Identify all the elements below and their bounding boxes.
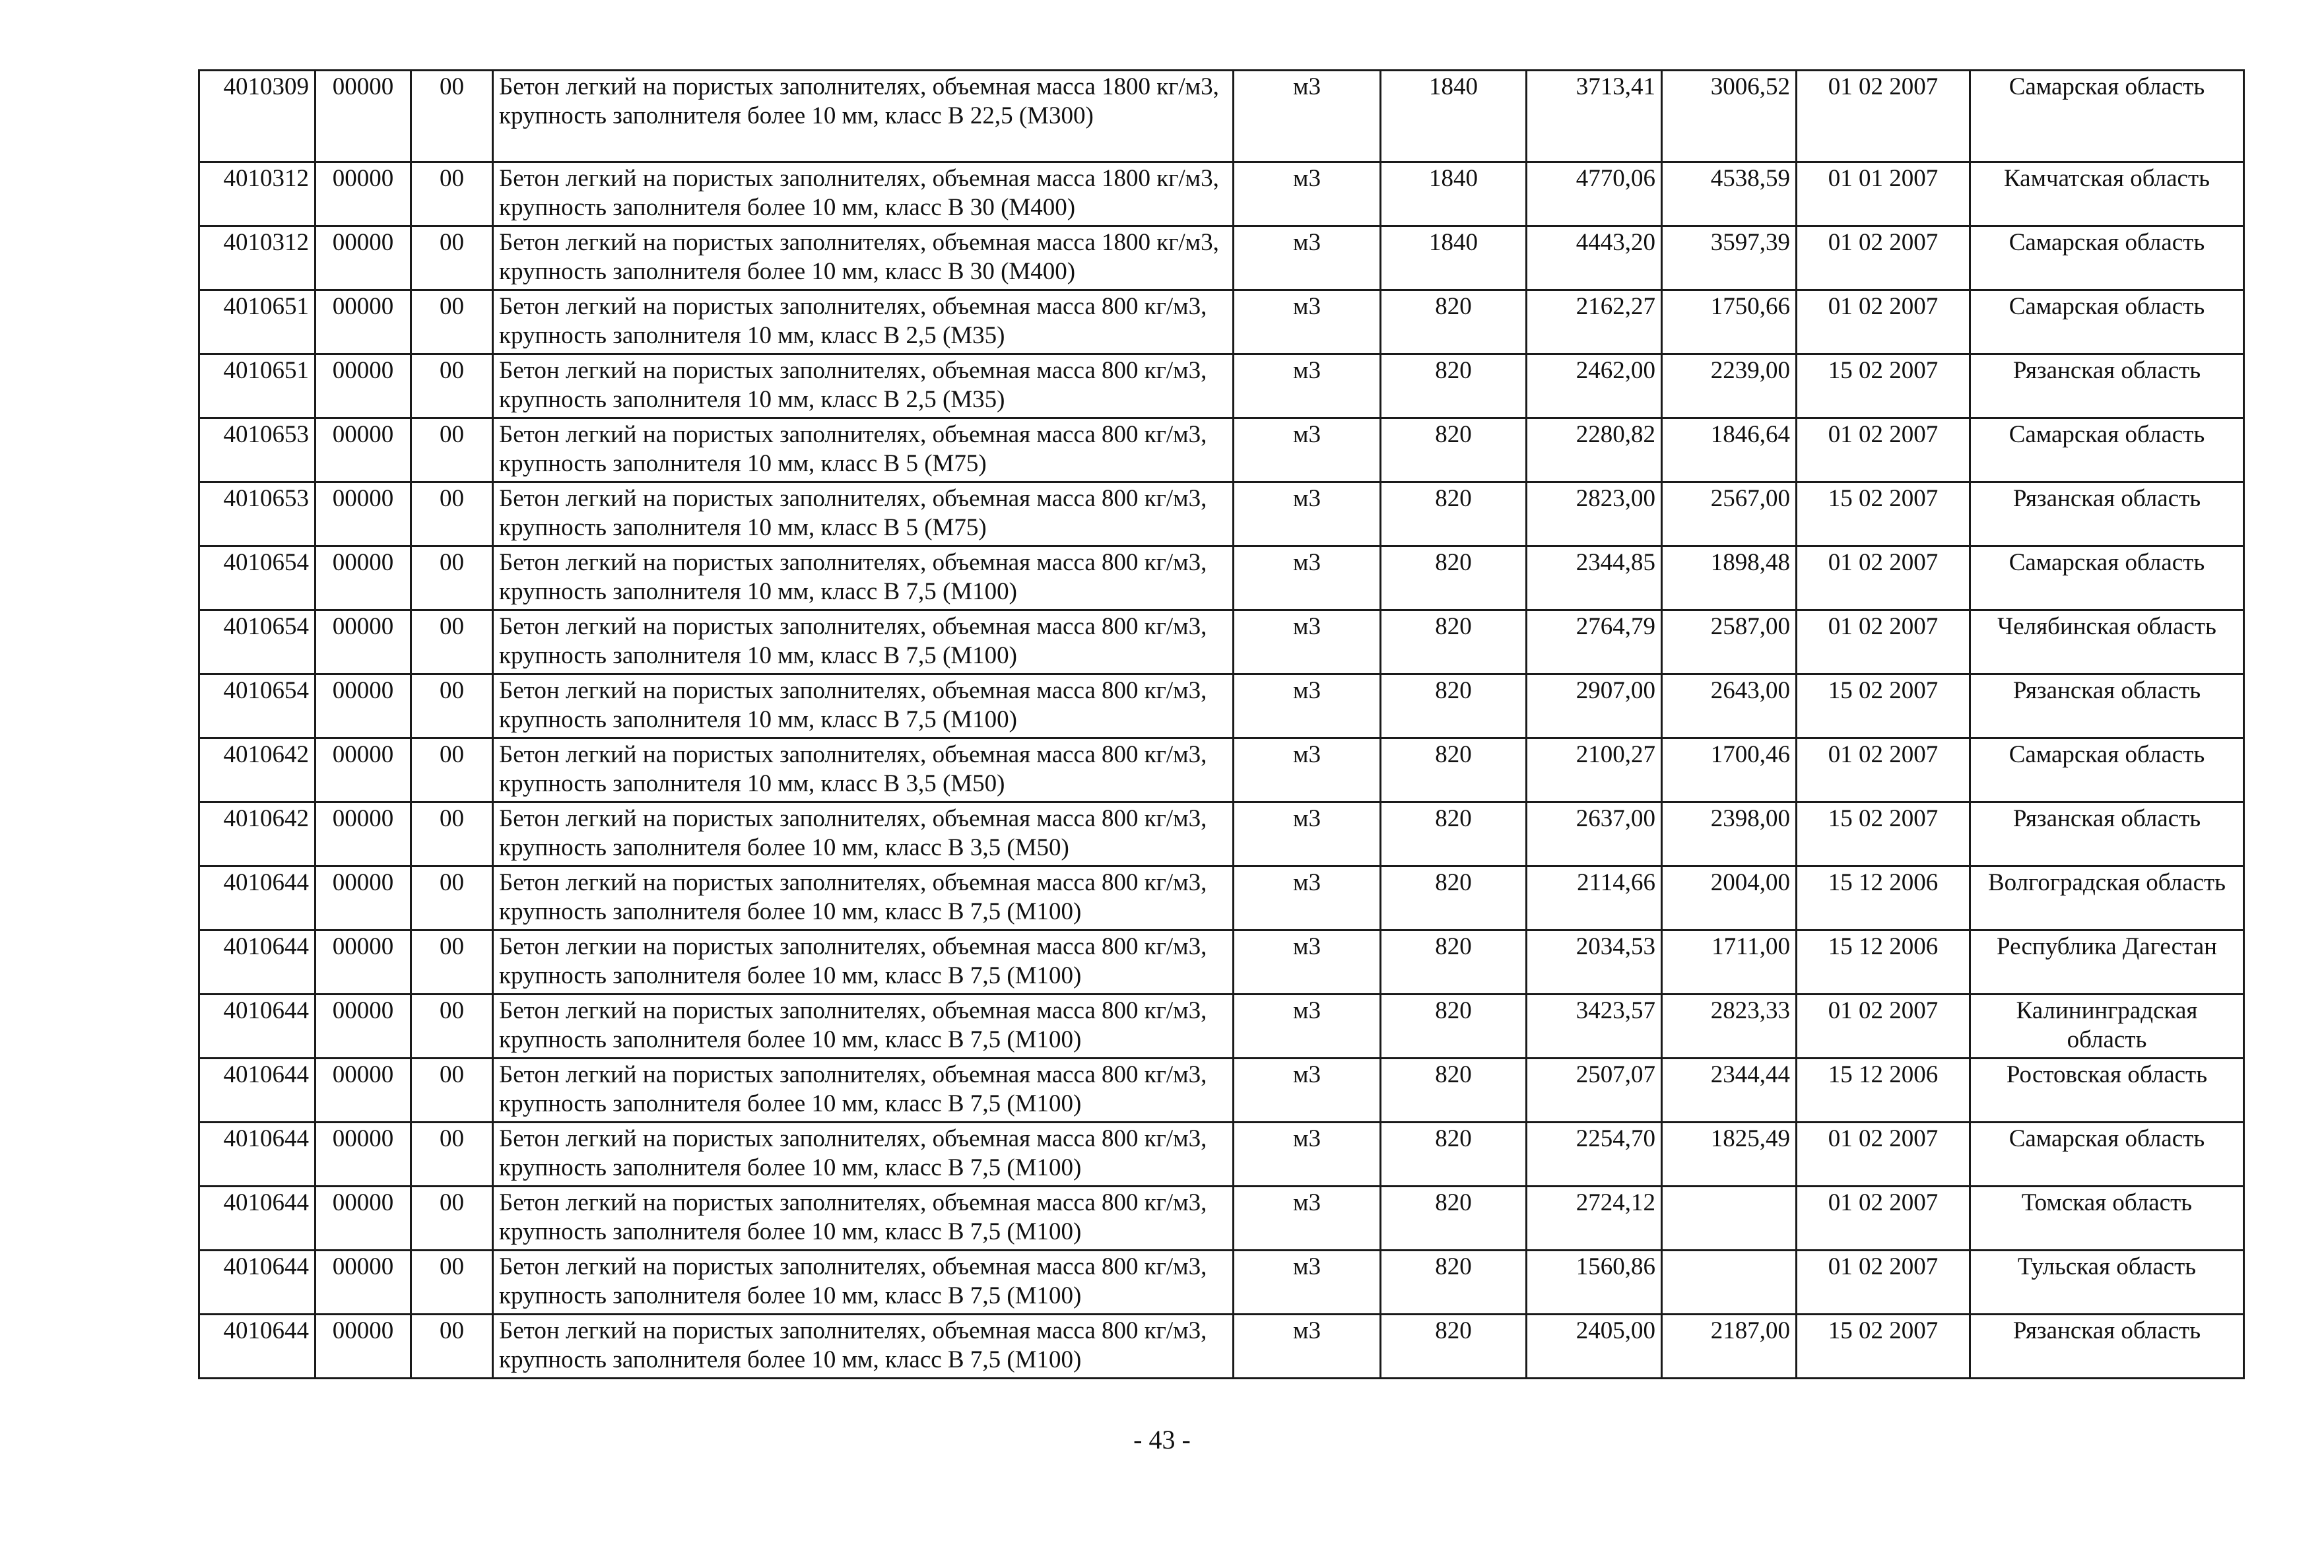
subcode-cell: 00000 [315, 418, 411, 482]
price-cell: 2034,53 [1527, 931, 1662, 995]
region-cell: Челябинская область [1970, 610, 2244, 674]
material-code-cell: 4010309 [199, 71, 315, 162]
subcode-cell: 00000 [315, 610, 411, 674]
price-alt-cell [1662, 1187, 1797, 1251]
price-cell: 2764,79 [1527, 610, 1662, 674]
unit-cell: м3 [1234, 482, 1381, 546]
subcode-cell: 00000 [315, 866, 411, 931]
subcode-cell: 00000 [315, 802, 411, 866]
price-cell: 4770,06 [1527, 162, 1662, 226]
price-alt-cell: 3597,39 [1662, 226, 1797, 290]
page-number: - 43 - [1133, 1425, 1191, 1454]
material-code-cell: 4010651 [199, 354, 315, 418]
modifier-cell: 00 [411, 226, 493, 290]
description-cell: Бетон легкий на пористых заполнителях, объемная масса 800 кг/м3, крупность заполнителя более 10 мм, класс В 7,5 (М100) [493, 1187, 1234, 1251]
subcode-cell: 00000 [315, 1123, 411, 1187]
description-cell: Бетон легкий на пористых заполнителях, объемная масса 800 кг/м3, крупность заполнителя более 10 мм, класс В 7,5 (М100) [493, 1059, 1234, 1123]
modifier-cell: 00 [411, 866, 493, 931]
table-row [199, 418, 2244, 482]
material-code-cell: 4010653 [199, 482, 315, 546]
modifier-cell: 00 [411, 1251, 493, 1315]
unit-cell: м3 [1234, 802, 1381, 866]
density-cell: 820 [1381, 931, 1527, 995]
region-cell: Волгоградская область [1970, 866, 2244, 931]
date-cell: 01 02 2007 [1797, 418, 1970, 482]
price-alt-cell: 2004,00 [1662, 866, 1797, 931]
unit-cell: м3 [1234, 931, 1381, 995]
modifier-cell: 00 [411, 1187, 493, 1251]
price-cell: 3713,41 [1527, 71, 1662, 162]
subcode-cell: 00000 [315, 482, 411, 546]
price-alt-cell: 2567,00 [1662, 482, 1797, 546]
description-cell: Бетон легкий на пористых заполнителях, объемная масса 800 кг/м3, крупность заполнителя более 10 мм, класс В 7,5 (М100) [493, 1251, 1234, 1315]
unit-cell: м3 [1234, 1251, 1381, 1315]
material-code-cell: 4010644 [199, 1123, 315, 1187]
date-cell: 15 12 2006 [1797, 1059, 1970, 1123]
density-cell: 820 [1381, 546, 1527, 610]
date-cell: 01 02 2007 [1797, 226, 1970, 290]
unit-cell: м3 [1234, 162, 1381, 226]
price-alt-cell: 1825,49 [1662, 1123, 1797, 1187]
subcode-cell: 00000 [315, 1315, 411, 1379]
material-code-cell: 4010644 [199, 866, 315, 931]
region-cell: Рязанская область [1970, 482, 2244, 546]
date-cell: 01 02 2007 [1797, 546, 1970, 610]
modifier-cell: 00 [411, 71, 493, 162]
price-table [198, 69, 2245, 1379]
date-cell: 01 02 2007 [1797, 610, 1970, 674]
region-cell: Самарская область [1970, 546, 2244, 610]
table-row [199, 71, 2244, 162]
subcode-cell: 00000 [315, 162, 411, 226]
region-cell: Калининградская область [1970, 995, 2244, 1059]
modifier-cell: 00 [411, 674, 493, 738]
material-code-cell: 4010644 [199, 995, 315, 1059]
subcode-cell: 00000 [315, 1059, 411, 1123]
unit-cell: м3 [1234, 354, 1381, 418]
description-cell: Бетон легкий на пористых заполнителях, объемная масса 800 кг/м3, крупность заполнителя 10 мм, класс В 5 (М75) [493, 482, 1234, 546]
price-alt-cell: 1846,64 [1662, 418, 1797, 482]
description-cell: Бетон легкий на пористых заполнителях, объемная масса 800 кг/м3, крупность заполнителя более 10 мм, класс В 7,5 (М100) [493, 1123, 1234, 1187]
description-cell: Бетон легкий на пористых заполнителях, объемная масса 800 кг/м3, крупность заполнителя более 10 мм, класс В 7,5 (М100) [493, 995, 1234, 1059]
subcode-cell: 00000 [315, 931, 411, 995]
price-cell: 2724,12 [1527, 1187, 1662, 1251]
table-row [199, 610, 2244, 674]
material-code-cell: 4010644 [199, 1187, 315, 1251]
subcode-cell: 00000 [315, 354, 411, 418]
price-cell: 4443,20 [1527, 226, 1662, 290]
density-cell: 820 [1381, 1251, 1527, 1315]
unit-cell: м3 [1234, 674, 1381, 738]
table-row [199, 1187, 2244, 1251]
unit-cell: м3 [1234, 1123, 1381, 1187]
description-cell: Бетон легкий на пористых заполнителях, объемная масса 800 кг/м3, крупность заполнителя 10 мм, класс В 2,5 (М35) [493, 354, 1234, 418]
modifier-cell: 00 [411, 290, 493, 354]
date-cell: 01 02 2007 [1797, 1123, 1970, 1187]
date-cell: 01 01 2007 [1797, 162, 1970, 226]
region-cell: Рязанская область [1970, 674, 2244, 738]
density-cell: 820 [1381, 482, 1527, 546]
modifier-cell: 00 [411, 418, 493, 482]
unit-cell: м3 [1234, 866, 1381, 931]
description-cell: Бетон легкий на пористых заполнителях, объемная масса 1800 кг/м3, крупность заполнителя более 10 мм, класс В 30 (М400) [493, 162, 1234, 226]
price-alt-cell: 3006,52 [1662, 71, 1797, 162]
material-code-cell: 4010642 [199, 738, 315, 802]
unit-cell: м3 [1234, 610, 1381, 674]
unit-cell: м3 [1234, 71, 1381, 162]
modifier-cell: 00 [411, 354, 493, 418]
date-cell: 01 02 2007 [1797, 71, 1970, 162]
price-cell: 2100,27 [1527, 738, 1662, 802]
description-cell: Бетон легкий на пористых заполнителях, объемная масса 1800 кг/м3, крупность заполнителя более 10 мм, класс В 22,5 (М300) [493, 71, 1234, 162]
region-cell: Самарская область [1970, 738, 2244, 802]
date-cell: 15 12 2006 [1797, 931, 1970, 995]
table-row [199, 1059, 2244, 1123]
material-code-cell: 4010654 [199, 546, 315, 610]
region-cell: Самарская область [1970, 226, 2244, 290]
table-row [199, 1315, 2244, 1379]
density-cell: 820 [1381, 1059, 1527, 1123]
table-row [199, 866, 2244, 931]
modifier-cell: 00 [411, 931, 493, 995]
subcode-cell: 00000 [315, 226, 411, 290]
unit-cell: м3 [1234, 738, 1381, 802]
price-alt-cell: 2823,33 [1662, 995, 1797, 1059]
region-cell: Самарская область [1970, 290, 2244, 354]
material-code-cell: 4010312 [199, 162, 315, 226]
unit-cell: м3 [1234, 226, 1381, 290]
region-cell: Республика Дагестан [1970, 931, 2244, 995]
price-alt-cell: 2398,00 [1662, 802, 1797, 866]
description-cell: Бетон легкий на пористых заполнителях, объемная масса 800 кг/м3, крупность заполнителя более 10 мм, класс В 7,5 (М100) [493, 1315, 1234, 1379]
price-alt-cell: 1711,00 [1662, 931, 1797, 995]
density-cell: 1840 [1381, 71, 1527, 162]
region-cell: Самарская область [1970, 1123, 2244, 1187]
density-cell: 1840 [1381, 162, 1527, 226]
unit-cell: м3 [1234, 418, 1381, 482]
modifier-cell: 00 [411, 162, 493, 226]
price-cell: 2254,70 [1527, 1123, 1662, 1187]
unit-cell: м3 [1234, 290, 1381, 354]
date-cell: 15 02 2007 [1797, 802, 1970, 866]
modifier-cell: 00 [411, 546, 493, 610]
price-cell: 1560,86 [1527, 1251, 1662, 1315]
modifier-cell: 00 [411, 1123, 493, 1187]
density-cell: 820 [1381, 418, 1527, 482]
unit-cell: м3 [1234, 995, 1381, 1059]
table-row [199, 354, 2244, 418]
density-cell: 820 [1381, 354, 1527, 418]
price-cell: 2405,00 [1527, 1315, 1662, 1379]
subcode-cell: 00000 [315, 546, 411, 610]
density-cell: 820 [1381, 802, 1527, 866]
table-row [199, 674, 2244, 738]
unit-cell: м3 [1234, 1187, 1381, 1251]
density-cell: 820 [1381, 290, 1527, 354]
density-cell: 820 [1381, 738, 1527, 802]
date-cell: 01 02 2007 [1797, 1187, 1970, 1251]
price-alt-cell: 2344,44 [1662, 1059, 1797, 1123]
density-cell: 820 [1381, 1123, 1527, 1187]
description-cell: Бетон легкии на пористых заполнителях, объемная масса 800 кг/м3, крупность заполнителя более 10 мм, класс В 7,5 (М100) [493, 931, 1234, 995]
price-cell: 2823,00 [1527, 482, 1662, 546]
subcode-cell: 00000 [315, 1187, 411, 1251]
price-cell: 3423,57 [1527, 995, 1662, 1059]
unit-cell: м3 [1234, 546, 1381, 610]
region-cell: Самарская область [1970, 418, 2244, 482]
density-cell: 820 [1381, 995, 1527, 1059]
price-cell: 2507,07 [1527, 1059, 1662, 1123]
date-cell: 01 02 2007 [1797, 1251, 1970, 1315]
description-cell: Бетон легкий на пористых заполнителях, объемная масса 800 кг/м3, крупность заполнителя более 10 мм, класс В 3,5 (М50) [493, 802, 1234, 866]
modifier-cell: 00 [411, 738, 493, 802]
date-cell: 15 12 2006 [1797, 866, 1970, 931]
date-cell: 01 02 2007 [1797, 995, 1970, 1059]
description-cell: Бетон легкий на пористых заполнителях, объемная масса 800 кг/м3, крупность заполнителя 10 мм, класс В 5 (М75) [493, 418, 1234, 482]
region-cell: Самарская область [1970, 71, 2244, 162]
density-cell: 820 [1381, 610, 1527, 674]
description-cell: Бетон легкий на пористых заполнителях, объемная масса 800 кг/м3, крупность заполнителя 10 мм, класс В 7,5 (М100) [493, 610, 1234, 674]
density-cell: 820 [1381, 674, 1527, 738]
material-code-cell: 4010644 [199, 1059, 315, 1123]
price-alt-cell: 1750,66 [1662, 290, 1797, 354]
material-code-cell: 4010653 [199, 418, 315, 482]
price-alt-cell: 2587,00 [1662, 610, 1797, 674]
region-cell: Тульская область [1970, 1251, 2244, 1315]
modifier-cell: 00 [411, 482, 493, 546]
density-cell: 820 [1381, 866, 1527, 931]
region-cell: Рязанская область [1970, 354, 2244, 418]
region-cell: Рязанская область [1970, 1315, 2244, 1379]
modifier-cell: 00 [411, 1059, 493, 1123]
price-cell: 2162,27 [1527, 290, 1662, 354]
table-row [199, 1251, 2244, 1315]
table-row [199, 290, 2244, 354]
table-row [199, 995, 2244, 1059]
description-cell: Бетон легкий на пористых заполнителях, объемная масса 800 кг/м3, крупность заполнителя более 10 мм, класс В 7,5 (М100) [493, 866, 1234, 931]
modifier-cell: 00 [411, 802, 493, 866]
material-code-cell: 4010312 [199, 226, 315, 290]
date-cell: 01 02 2007 [1797, 738, 1970, 802]
material-code-cell: 4010644 [199, 931, 315, 995]
price-alt-cell: 1700,46 [1662, 738, 1797, 802]
subcode-cell: 00000 [315, 1251, 411, 1315]
material-code-cell: 4010654 [199, 610, 315, 674]
modifier-cell: 00 [411, 1315, 493, 1379]
region-cell: Ростовская область [1970, 1059, 2244, 1123]
date-cell: 15 02 2007 [1797, 482, 1970, 546]
density-cell: 1840 [1381, 226, 1527, 290]
date-cell: 15 02 2007 [1797, 1315, 1970, 1379]
price-cell: 2114,66 [1527, 866, 1662, 931]
material-code-cell: 4010642 [199, 802, 315, 866]
region-cell: Томская область [1970, 1187, 2244, 1251]
table-row [199, 226, 2244, 290]
description-cell: Бетон легкий на пористых заполнителях, объемная масса 800 кг/м3, крупность заполнителя 10 мм, класс В 7,5 (М100) [493, 674, 1234, 738]
table-row [199, 931, 2244, 995]
region-cell: Рязанская область [1970, 802, 2244, 866]
table-row [199, 802, 2244, 866]
region-cell: Камчатская область [1970, 162, 2244, 226]
description-cell: Бетон легкий на пористых заполнителях, объемная масса 800 кг/м3, крупность заполнителя 10 мм, класс В 3,5 (М50) [493, 738, 1234, 802]
price-cell: 2344,85 [1527, 546, 1662, 610]
description-cell: Бетон легкий на пористых заполнителях, объемная масса 800 кг/м3, крупность заполнителя 10 мм, класс В 7,5 (М100) [493, 546, 1234, 610]
table-row [199, 1123, 2244, 1187]
price-cell: 2462,00 [1527, 354, 1662, 418]
density-cell: 820 [1381, 1187, 1527, 1251]
subcode-cell: 00000 [315, 290, 411, 354]
unit-cell: м3 [1234, 1059, 1381, 1123]
description-cell: Бетон легкий на пористых заполнителях, объемная масса 800 кг/м3, крупность заполнителя 10 мм, класс В 2,5 (М35) [493, 290, 1234, 354]
table-row [199, 482, 2244, 546]
price-alt-cell: 1898,48 [1662, 546, 1797, 610]
date-cell: 15 02 2007 [1797, 674, 1970, 738]
price-alt-cell [1662, 1251, 1797, 1315]
description-cell: Бетон легкий на пористых заполнителях, объемная масса 1800 кг/м3, крупность заполнителя более 10 мм, класс В 30 (М400) [493, 226, 1234, 290]
subcode-cell: 00000 [315, 995, 411, 1059]
price-cell: 2907,00 [1527, 674, 1662, 738]
table-body [199, 71, 2244, 1379]
material-code-cell: 4010651 [199, 290, 315, 354]
table-row [199, 738, 2244, 802]
price-alt-cell: 2187,00 [1662, 1315, 1797, 1379]
material-code-cell: 4010644 [199, 1315, 315, 1379]
subcode-cell: 00000 [315, 71, 411, 162]
price-alt-cell: 2643,00 [1662, 674, 1797, 738]
unit-cell: м3 [1234, 1315, 1381, 1379]
density-cell: 820 [1381, 1315, 1527, 1379]
material-code-cell: 4010644 [199, 1251, 315, 1315]
date-cell: 15 02 2007 [1797, 354, 1970, 418]
table-row [199, 546, 2244, 610]
price-alt-cell: 4538,59 [1662, 162, 1797, 226]
material-code-cell: 4010654 [199, 674, 315, 738]
price-alt-cell: 2239,00 [1662, 354, 1797, 418]
subcode-cell: 00000 [315, 738, 411, 802]
modifier-cell: 00 [411, 995, 493, 1059]
subcode-cell: 00000 [315, 674, 411, 738]
price-cell: 2280,82 [1527, 418, 1662, 482]
date-cell: 01 02 2007 [1797, 290, 1970, 354]
modifier-cell: 00 [411, 610, 493, 674]
price-cell: 2637,00 [1527, 802, 1662, 866]
table-row [199, 162, 2244, 226]
